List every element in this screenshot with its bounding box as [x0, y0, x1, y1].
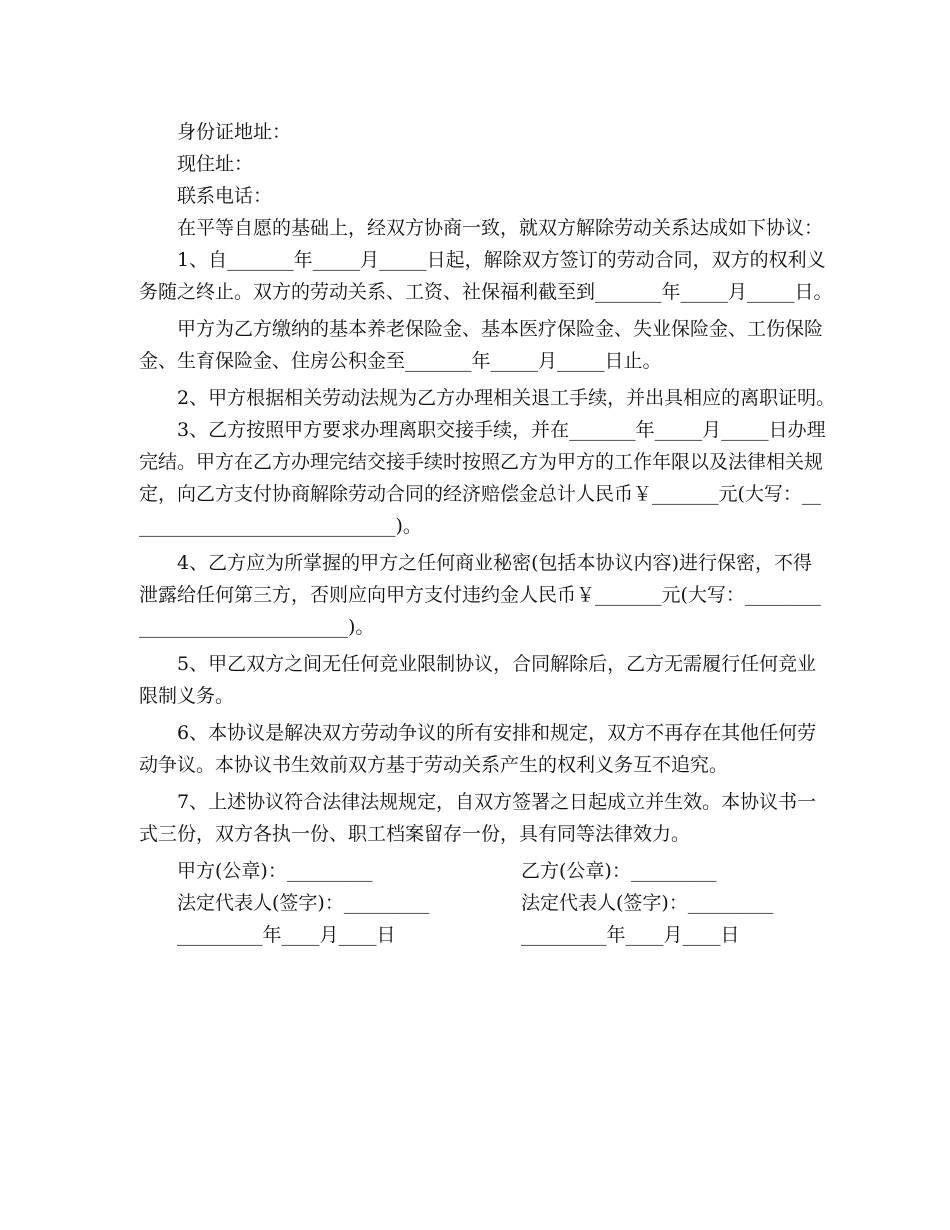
- agreement-body: [139, 116, 836, 951]
- party-a-date-field: _________年____月____日: [177, 924, 396, 946]
- insurance-line: 甲方为乙方缴纳的基本养老保险金、基本医疗保险金、失业保险金、工伤保险: [177, 318, 824, 340]
- clause-5-line: 5、甲乙双方之间无任何竞业限制协议，合同解除后，乙方无需履行任何竞业: [177, 653, 817, 675]
- clause-5-line: 限制义务。: [139, 685, 235, 707]
- clause-4-line: 泄露给任何第三方，否则应向甲方支付违约金人民币￥_______元(大写：________: [139, 584, 821, 606]
- clause-4-line: 4、乙方应为所掌握的甲方之任何商业秘密(包括本协议内容)进行保密，不得: [177, 552, 812, 574]
- clause-7-line: 式三份，双方各执一份、职工档案留存一份，具有同等法律效力。: [139, 823, 691, 845]
- clause-3: [139, 414, 826, 542]
- clause-3-line: 完结。甲方在乙方办理完结交接手续时按照乙方为甲方的工作年限以及法律相关规: [139, 451, 824, 473]
- party-a-representative-field: 法定代表人(签字)：_________: [177, 892, 430, 914]
- signature-block: [139, 855, 812, 951]
- intro-paragraph: 在平等自愿的基础上，经双方协商一致，就双方解除劳动关系达成如下协议：: [177, 217, 824, 239]
- clause-4: [139, 547, 821, 643]
- clause-3-line: ___________________________)。: [139, 515, 422, 537]
- clause-5: [139, 648, 817, 712]
- clause-6-line: 6、本协议是解决双方劳动争议的所有安排和规定，双方不再存在其他任何劳: [177, 722, 817, 744]
- current-address-field: 现住址：: [177, 153, 254, 175]
- party-a-seal-field: 甲方(公章)：_________: [177, 860, 373, 882]
- clause-4-line: ______________________)。: [139, 616, 375, 638]
- clause-1-line: 1、自_______年_____月_____日起，解除双方签订的劳动合同，双方的权利义: [177, 249, 826, 271]
- clause-1: [139, 244, 833, 308]
- clause-6: [139, 717, 817, 781]
- insurance-paragraph: [139, 313, 824, 377]
- clause-1-line: 务随之终止。双方的劳动关系、工资、社保福利截至到_______年_____月_____日。: [139, 281, 833, 303]
- party-b-seal-field: 乙方(公章)：_________: [521, 860, 717, 882]
- party-b-representative-field: 法定代表人(签字)：_________: [521, 892, 774, 914]
- insurance-line: 金、生育保险金、住房公积金至_______年_____月_____日止。: [139, 350, 662, 372]
- clause-7-line: 7、上述协议符合法律法规规定，自双方签署之日起成立并生效。本协议书一: [177, 791, 817, 813]
- clause-3-line: 定，向乙方支付协商解除劳动合同的经济赔偿金总计人民币￥_______元(大写：__: [139, 483, 821, 505]
- clause-3-line: 3、乙方按照甲方要求办理离职交接手续，并在_______年_____月_____日办理: [177, 419, 826, 441]
- date-row: [139, 919, 812, 951]
- party-b-date-field: _________年____月____日: [521, 924, 740, 946]
- clause-2: [139, 382, 836, 414]
- clause-7: [139, 786, 817, 850]
- representative-row: [139, 887, 812, 919]
- clause-6-line: 动争议。本协议书生效前双方基于劳动关系产生的权利义务互不追究。: [139, 754, 729, 776]
- seal-row: [139, 855, 812, 887]
- id-address-field: 身份证地址：: [177, 121, 292, 143]
- phone-field: 联系电话：: [177, 185, 273, 207]
- clause-2-line: 2、甲方根据相关劳动法规为乙方办理相关退工手续，并出具相应的离职证明。: [177, 387, 836, 409]
